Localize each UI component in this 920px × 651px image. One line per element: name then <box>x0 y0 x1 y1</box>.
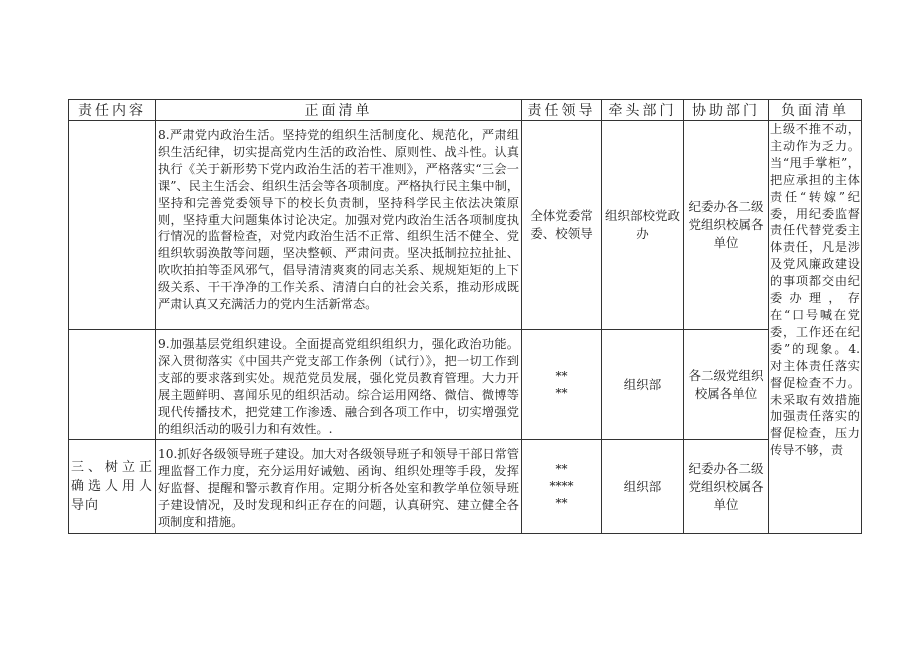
leader-line: ** <box>555 368 568 383</box>
leader-line: ** <box>555 385 568 400</box>
row-leader <box>522 440 602 534</box>
row-assist-dept: 纪委办各二级党组织校属各单位 <box>684 440 769 534</box>
header-assist-dept: 协助部门 <box>684 100 769 121</box>
row-assist-dept: 纪委办各二级党组织校属各单位 <box>684 121 769 330</box>
leader-line: **** <box>549 479 574 494</box>
row-positive: 10.抓好各级领导班子建设。加大对各级领导班子和领导干部日常管理监督工作力度，充分运用好诫勉、函询、组织处理等手段，发挥好监督、提醒和警示教育作用。定期分析各处室和教学单位领导班子建设情况，及时发现和纠正存在的问题，认真研究、建立健全各项制度和措施。 <box>156 440 522 534</box>
row-lead-dept: 组织部 <box>602 440 684 534</box>
header-negative-list: 负面清单 <box>769 100 862 121</box>
leader-line: ** <box>555 496 568 511</box>
row-assist-dept: 各二级党组织校属各单位 <box>684 330 769 440</box>
row-leader <box>522 330 602 440</box>
header-positive-list: 正面清单 <box>156 100 522 121</box>
table-row <box>69 330 862 440</box>
row-duty: 三、树立正确选人用人导向 <box>69 440 156 534</box>
table-row <box>69 121 862 330</box>
row-duty <box>69 330 156 440</box>
row-positive: 9.加强基层党组织建设。全面提高党组织组织力，强化政治功能。深入贯彻落实《中国共产党支部工作条例（试行）》，把一切工作到支部的要求落到实处。规范党员发展，强化党员教育管理。大力开展主题鲜明、喜闻乐见的组织活动。综合运用网络、微信、微博等现代传播技术，把党建工作渗透、融合到各项工作中，切实增强党的组织活动的吸引力和有效性。. <box>156 330 522 440</box>
row-leader: 全体党委常委、校领导 <box>522 121 602 330</box>
negative-list-cell: 上级不推不动，主动作为乏力。当“甩手掌柜”，把应承担的主体责任“转嫁”纪委，用纪委监督责任代替党委主体责任，凡是涉及党风廉政建设的事项都交由纪委办理，存在“口号喊在党委，工作还在纪委”的现象。4.对主体责任落实督促检查不力。未采取有效措施加强责任落实的督促检查，压力传导不够，责 <box>769 121 862 534</box>
row-lead-dept: 组织部 <box>602 330 684 440</box>
row-duty <box>69 121 156 330</box>
header-leader: 责任领导 <box>522 100 602 121</box>
table-header-row <box>69 100 862 121</box>
row-positive: 8.严肃党内政治生活。坚持党的组织生活制度化、规范化，严肃组织生活纪律，切实提高党内生活的政治性、原则性、战斗性。认真执行《关于新形势下党内政治生活的若干准则》，严格落实“三会一课”、民主生活会、组织生活会等各项制度。严格执行民主集中制，坚持和完善党委领导下的校长负责制，坚持科学民主依法决策原则，坚持重大问题集体讨论决定。加强对党内政治生活各项制度执行情况的监督检查，对党内政治生活不正常、组织生活不健全、党组织软弱涣散等问题，坚决整顿、严肃问责。坚决抵制拉拉扯扯、吹吹拍拍等歪风邪气，倡导清清爽爽的同志关系、规规矩矩的上下级关系、干干净净的工作关系、清清白白的社会关系，推动形成既严肃认真又充满活力的党内生活新常态。 <box>156 121 522 330</box>
table-row <box>69 440 862 534</box>
leader-line: ** <box>555 462 568 477</box>
responsibility-table <box>68 99 862 534</box>
row-lead-dept: 组织部校党政办 <box>602 121 684 330</box>
header-duty: 责任内容 <box>69 100 156 121</box>
header-lead-dept: 牵头部门 <box>602 100 684 121</box>
